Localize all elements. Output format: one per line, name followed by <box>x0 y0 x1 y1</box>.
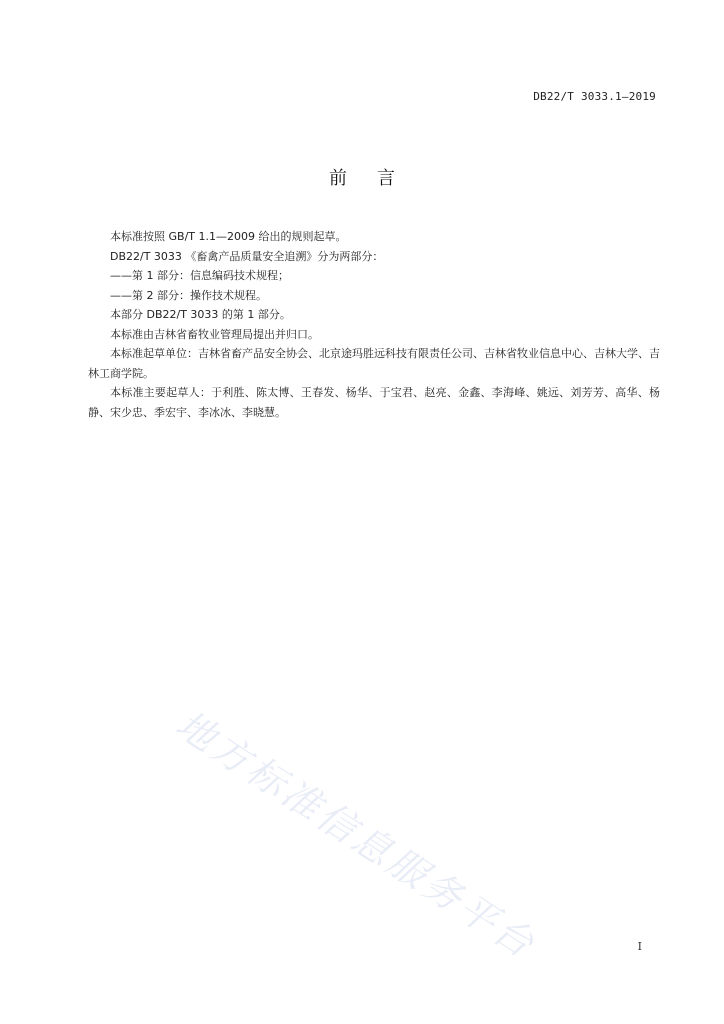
document-body <box>88 227 660 422</box>
paragraph-drafting-units: 本标准起草单位：吉林省畜产品安全协会、北京途玛胜远科技有限责任公司、吉林省牧业信息中心、吉林大学、吉林工商学院。 <box>88 347 660 380</box>
document-code: DB22/T 3033.1—2019 <box>533 90 656 103</box>
paragraph-part-2: ——第 2 部分：操作技术规程。 <box>110 288 267 302</box>
paragraph-standard-parts: DB22/T 3033 《畜禽产品质量安全追溯》分为两部分： <box>110 249 384 263</box>
page-number: I <box>637 940 642 953</box>
paragraph-this-part: 本部分 DB22/T 3033 的第 1 部分。 <box>110 308 291 321</box>
paragraph-proposed-by: 本标准由吉林省畜牧业管理局提出并归口。 <box>110 327 319 341</box>
paragraph-drafters: 本标准主要起草人：于利胜、陈太博、王春发、杨华、于宝君、赵亮、金鑫、李海峰、姚远、刘芳芳、高华、杨静、宋少忠、季宏宇、李冰冰、李晓慧。 <box>88 386 660 419</box>
paragraph-drafting-rules: 本标准按照 GB/T 1.1—2009 给出的规则起草。 <box>110 230 347 243</box>
watermark: 地方标准信息服务平台 <box>168 701 545 968</box>
page-title: 前言 <box>329 168 425 189</box>
paragraph-part-1: ——第 1 部分：信息编码技术规程； <box>110 269 289 282</box>
